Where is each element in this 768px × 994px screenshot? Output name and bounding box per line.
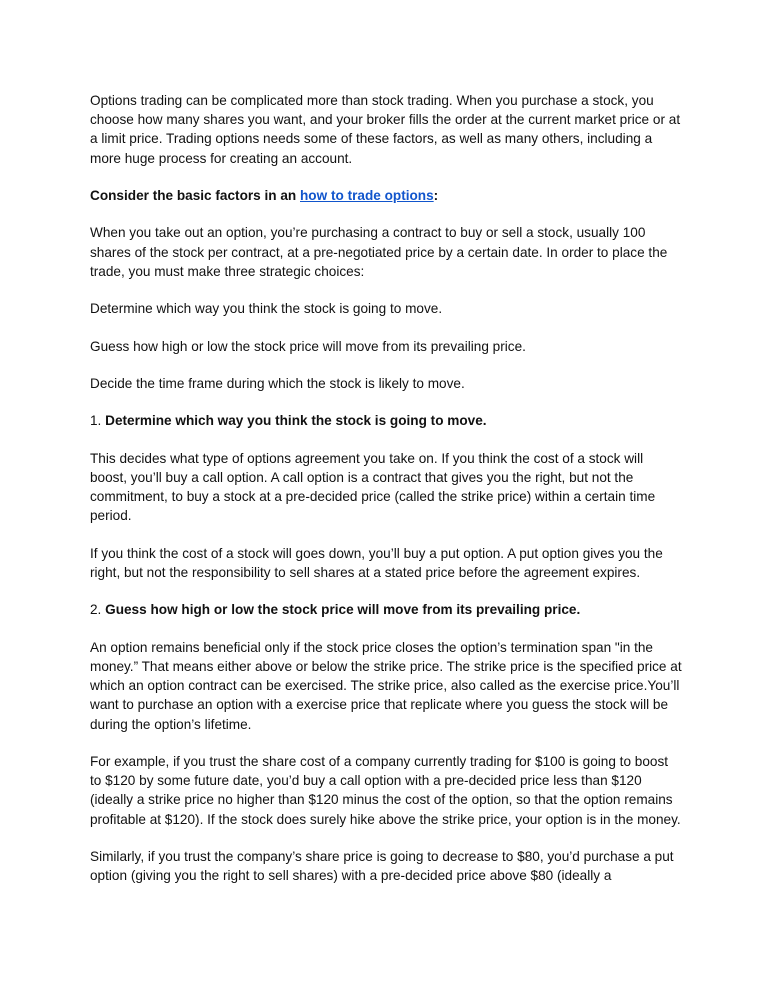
section-2-title: Guess how high or low the stock price will move from its prevailing price.	[105, 602, 581, 618]
how-to-trade-options-link[interactable]: how to trade options	[300, 188, 434, 203]
section-1-title: Determine which way you think the stock is going to move.	[105, 413, 487, 429]
consider-heading-text: Consider the basic factors in an	[90, 188, 300, 203]
section-1-heading	[90, 411, 682, 430]
section-2-number: 2.	[90, 602, 106, 618]
section-2-heading	[90, 600, 682, 619]
section-1-number: 1.	[90, 413, 106, 429]
intro-paragraph: Options trading can be complicated more than stock trading. When you purchase a stock, you choose how many shares you want, and your broker fills the order at the current market price or at a limit price. Trading options needs some of these factors, as well as many others, including a more huge process for creating an account.	[90, 93, 681, 166]
consider-heading-colon: :	[433, 188, 439, 203]
section-2-paragraph: For example, if you trust the share cost of a company currently trading for $100 is going to boost to $120 by some future date, you’d buy a call option with a pre-decided price less than $120 (ideally a strike price no higher than $120 minus the cost of the option, so that the option remains profitable at $120). If the stock does surely hike above the strike price, your option is in the money.	[90, 753, 681, 827]
choice-item: Guess how high or low the stock price will move from its prevailing price.	[90, 338, 526, 354]
section-1-paragraph: This decides what type of options agreement you take on. If you think the cost of a stock will boost, you’ll buy a call option. A call option is a contract that gives you the right, but not the commitment, to buy a stock at a pre-decided price (called the strike price) within a certain time period.	[90, 450, 656, 524]
section-1-paragraph: If you think the cost of a stock will goes down, you’ll buy a put option. A put option gives you the right, but not the responsibility to sell shares at a stated price before the agreement expires.	[90, 545, 663, 580]
overview-paragraph: When you take out an option, you’re purchasing a contract to buy or sell a stock, usually 100 shares of the stock per contract, at a pre-negotiated price by a certain date. In order to place the trade, you must make three strategic choices:	[90, 225, 668, 279]
choice-item: Determine which way you think the stock is going to move.	[90, 301, 443, 317]
section-2-paragraph: An option remains beneficial only if the stock price closes the option’s termination span "in the money.” That means either above or below the strike price. The strike price is the specified price at which an option contract can be exercised. The strike price, also called as the exercise price.You’ll want to purchase an option with a exercise price that replicate where you guess the stock will be during the option’s lifetime.	[90, 639, 682, 732]
choice-item: Decide the time frame during which the stock is likely to move.	[90, 375, 465, 391]
consider-heading	[90, 186, 682, 205]
section-2-paragraph: Similarly, if you trust the company’s share price is going to decrease to $80, you’d purchase a put option (giving you the right to sell shares) with a pre-decided price above $80 (ideally a	[90, 848, 674, 884]
document-page	[90, 91, 682, 885]
